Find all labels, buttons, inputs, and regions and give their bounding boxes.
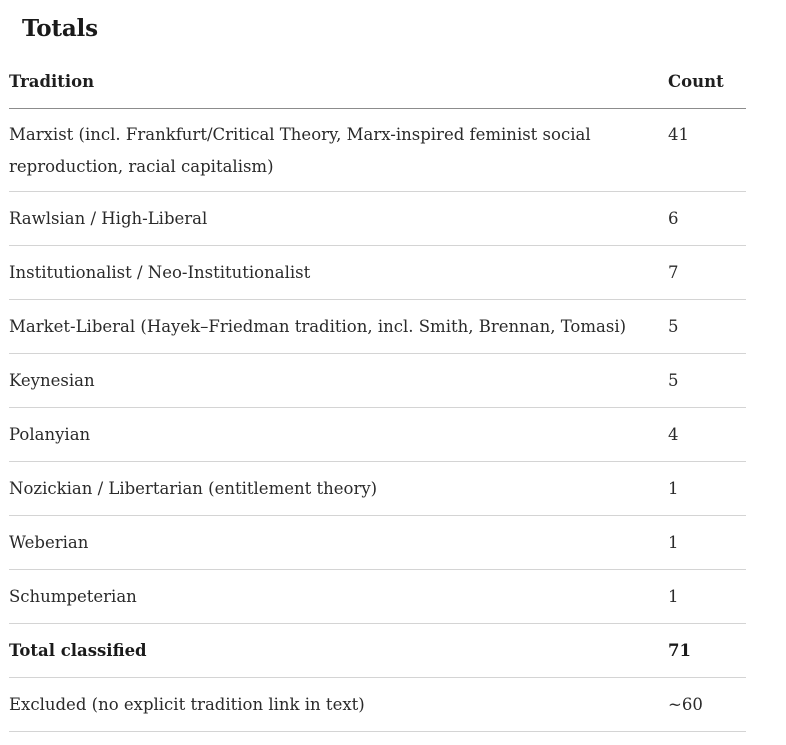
tradition-cell: Marxist (incl. Frankfurt/Critical Theory, Marx-inspired feminist social reproduction, racial capitalism) bbox=[9, 109, 668, 192]
table-row bbox=[9, 300, 746, 354]
tradition-cell: Schumpeterian bbox=[9, 570, 668, 624]
total-label: Total classified bbox=[9, 624, 668, 678]
total-row bbox=[9, 624, 746, 678]
table-row bbox=[9, 192, 746, 246]
tradition-cell: Rawlsian / High-Liberal bbox=[9, 192, 668, 246]
totals-table bbox=[9, 56, 746, 732]
count-cell: 6 bbox=[668, 192, 746, 246]
tradition-cell: Market-Liberal (Hayek–Friedman tradition, incl. Smith, Brennan, Tomasi) bbox=[9, 300, 668, 354]
header-tradition: Tradition bbox=[9, 56, 668, 109]
header-row bbox=[9, 56, 746, 109]
count-cell: 41 bbox=[668, 109, 746, 192]
excluded-label: Excluded (no explicit tradition link in text) bbox=[9, 678, 668, 732]
count-cell: 1 bbox=[668, 516, 746, 570]
table-header bbox=[9, 56, 746, 109]
header-count: Count bbox=[668, 56, 746, 109]
tradition-cell: Nozickian / Libertarian (entitlement theory) bbox=[9, 462, 668, 516]
table-body bbox=[9, 109, 746, 732]
section-title: Totals bbox=[22, 15, 98, 42]
table-row bbox=[9, 354, 746, 408]
count-cell: 7 bbox=[668, 246, 746, 300]
table-row bbox=[9, 462, 746, 516]
excluded-row bbox=[9, 678, 746, 732]
excluded-count: ~60 bbox=[668, 678, 746, 732]
tradition-cell: Polanyian bbox=[9, 408, 668, 462]
table-row bbox=[9, 246, 746, 300]
table-row bbox=[9, 570, 746, 624]
table-row bbox=[9, 408, 746, 462]
count-cell: 5 bbox=[668, 300, 746, 354]
total-count: 71 bbox=[668, 624, 746, 678]
tradition-cell: Weberian bbox=[9, 516, 668, 570]
tradition-cell: Keynesian bbox=[9, 354, 668, 408]
table-row bbox=[9, 109, 746, 192]
tradition-cell: Institutionalist / Neo-Institutionalist bbox=[9, 246, 668, 300]
count-cell: 1 bbox=[668, 570, 746, 624]
table-row bbox=[9, 516, 746, 570]
count-cell: 5 bbox=[668, 354, 746, 408]
count-cell: 1 bbox=[668, 462, 746, 516]
count-cell: 4 bbox=[668, 408, 746, 462]
page bbox=[22, 0, 768, 44]
